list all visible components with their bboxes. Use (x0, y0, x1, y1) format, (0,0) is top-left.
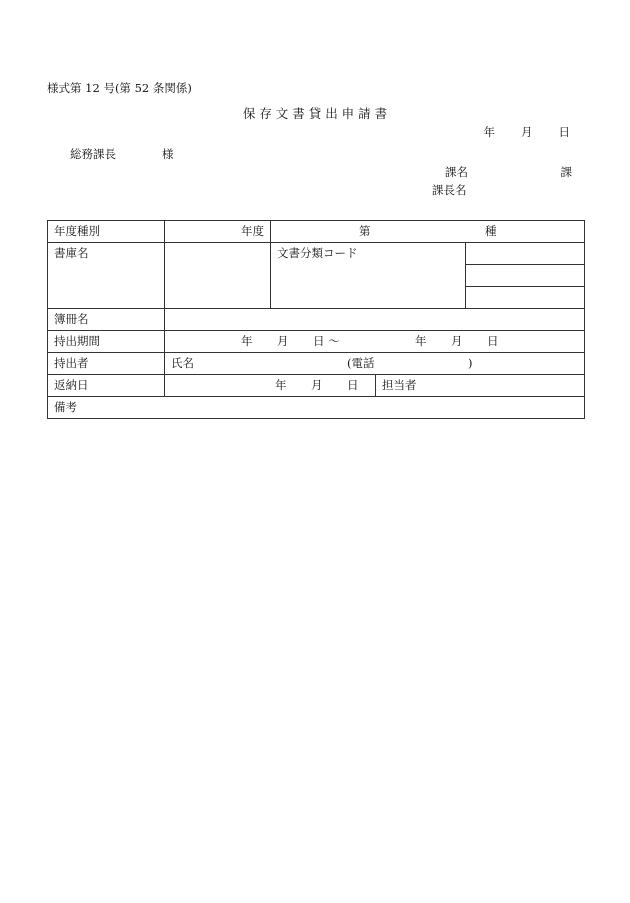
year-type-label: 年度種別 (48, 221, 165, 243)
department-suffix: 課 (560, 165, 572, 179)
period-month2: 月 (451, 334, 463, 348)
code-box-3[interactable] (466, 287, 584, 308)
holder-label: 持出者 (48, 353, 165, 375)
form-title: 保 存 文 書 貸 出 申 請 書 (242, 106, 388, 121)
remarks-label: 備考 (54, 400, 77, 414)
period-day1: 日 〜 (313, 334, 340, 348)
remarks-field[interactable] (48, 397, 585, 419)
department-row (445, 164, 572, 180)
year-unit: 年度 (241, 224, 264, 238)
holder-field[interactable] (165, 353, 585, 375)
department-label: 課名 (445, 165, 468, 179)
application-table (47, 220, 585, 419)
table-row (48, 221, 585, 243)
classification-code-boxes (466, 243, 585, 309)
application-date (484, 124, 571, 140)
period-month1: 月 (277, 334, 289, 348)
staff-label: 担当者 (382, 378, 417, 392)
addressee-title: 総務課長 (70, 147, 116, 161)
year-field[interactable] (165, 221, 271, 243)
table-row (48, 243, 585, 309)
table-row (48, 353, 585, 375)
return-year: 年 (275, 378, 287, 392)
form-number: 様式第 12 号(第 52 条関係) (47, 81, 192, 95)
table-row (48, 309, 585, 331)
return-label: 返納日 (48, 375, 165, 397)
code-box-2[interactable] (466, 265, 584, 287)
return-month: 月 (311, 378, 323, 392)
phone-close: ) (468, 356, 473, 370)
date-day-label: 日 (558, 125, 570, 139)
classification-code-label: 文書分類コード (271, 243, 466, 309)
kind-label: 種 (485, 224, 497, 238)
section-chief-label: 課長名 (432, 183, 467, 197)
period-label: 持出期間 (48, 331, 165, 353)
addressee-honorific: 様 (162, 147, 174, 161)
addressee (70, 146, 174, 162)
return-date-field[interactable] (165, 375, 376, 397)
ledger-field[interactable] (165, 309, 585, 331)
ledger-label: 簿冊名 (48, 309, 165, 331)
number-label: 第 (359, 224, 371, 238)
staff-field[interactable] (376, 375, 585, 397)
period-year1: 年 (241, 334, 253, 348)
archive-field[interactable] (165, 243, 271, 309)
date-month-label: 月 (521, 125, 533, 139)
phone-open: (電話 (347, 356, 375, 370)
return-day: 日 (347, 378, 359, 392)
period-field[interactable] (165, 331, 585, 353)
period-day2: 日 (487, 334, 499, 348)
date-year-label: 年 (483, 125, 495, 139)
kind-field[interactable] (271, 221, 585, 243)
table-row (48, 397, 585, 419)
table-row (48, 375, 585, 397)
code-box-1[interactable] (466, 243, 584, 265)
name-label: 氏名 (171, 356, 194, 370)
period-year2: 年 (415, 334, 427, 348)
archive-label: 書庫名 (48, 243, 165, 309)
table-row (48, 331, 585, 353)
